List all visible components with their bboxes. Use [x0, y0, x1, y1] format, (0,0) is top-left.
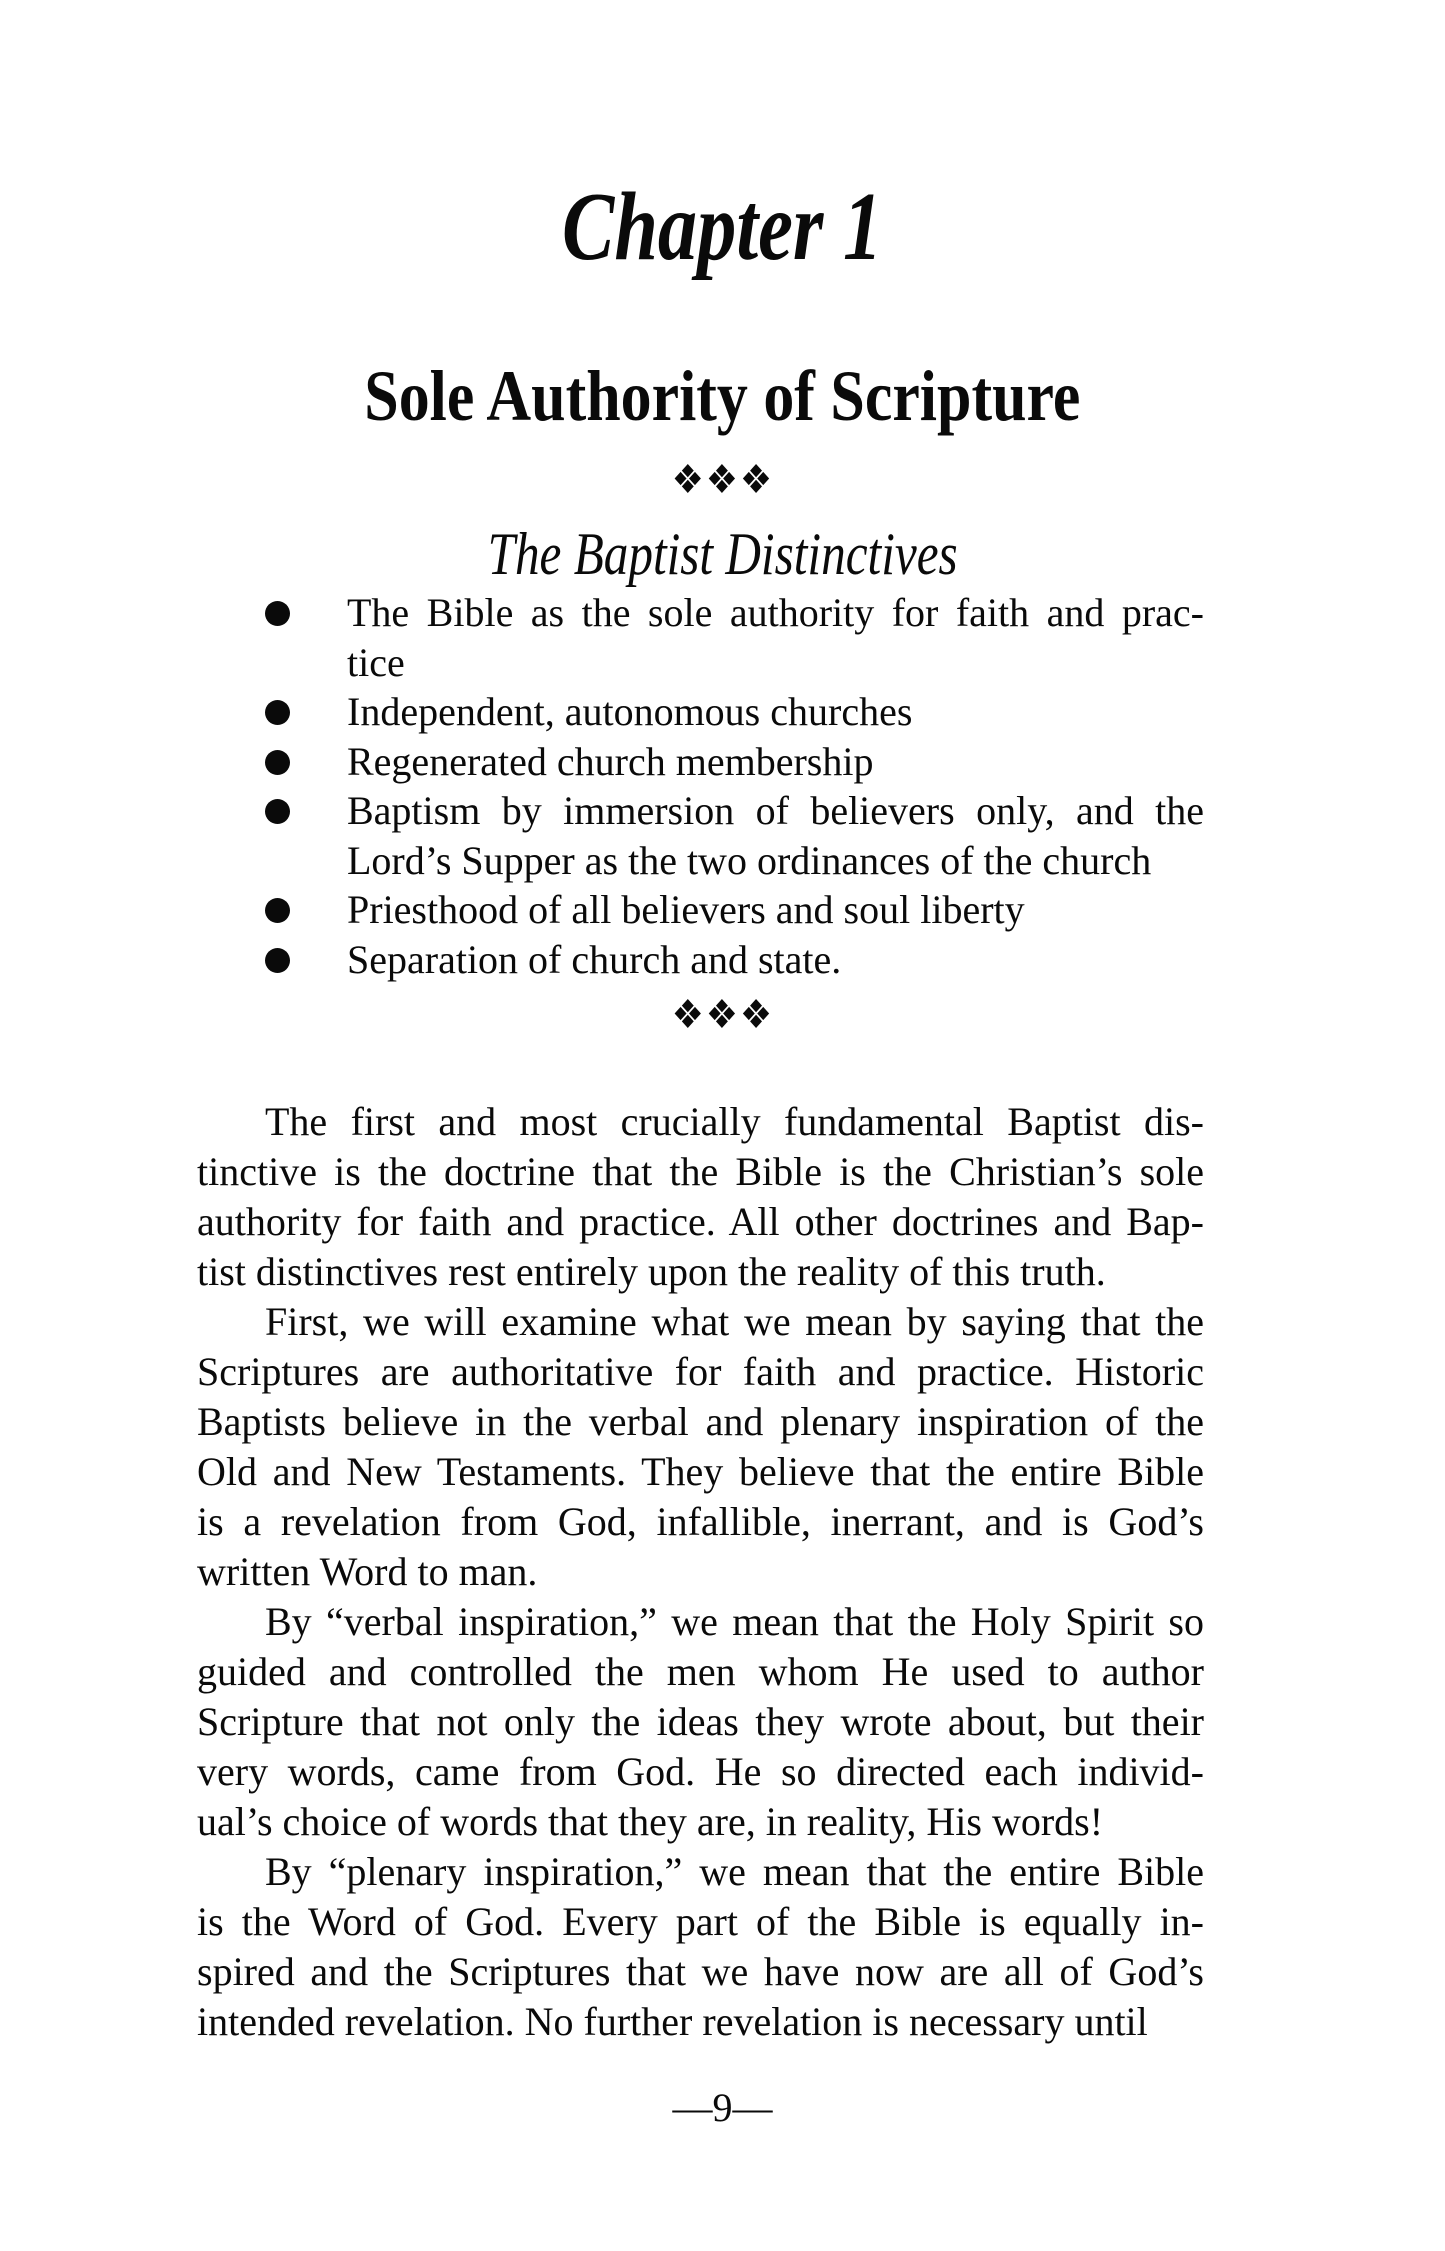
chapter-title-text: Sole Authority of Scripture [364, 356, 1081, 436]
paragraph-line: is a revelation from God, infallible, inerrant, and is God’s [197, 1499, 1204, 1544]
bullet-icon [265, 700, 290, 725]
paragraph-line: tist distinctives rest entirely upon the reality of this truth. [197, 1249, 1106, 1294]
paragraph-line: written Word to man. [197, 1549, 538, 1594]
distinctive-line: Priesthood of all believers and soul liberty [347, 887, 1025, 932]
distinctive-line: Independent, autonomous churches [347, 689, 913, 734]
chapter-label-text: Chapter 1 [562, 173, 883, 281]
paragraph-line: intended revelation. No further revelation is necessary until [197, 1999, 1148, 2044]
bullet-icon [265, 948, 290, 973]
paragraph-line: Old and New Testaments. They believe that the entire Bible [197, 1449, 1204, 1494]
paragraph-line: ual’s choice of words that they are, in reality, His words! [197, 1799, 1104, 1844]
chapter-label [0, 172, 1445, 282]
paragraph-line: tinctive is the doctrine that the Bible is the Christian’s sole [197, 1149, 1204, 1194]
page-number: —9— [672, 2085, 773, 2130]
four-diamond-ornament-icon: ❖❖❖ [671, 457, 774, 502]
paragraph-line: spired and the Scriptures that we have now are all of God’s [197, 1949, 1204, 1994]
distinctive-line: Lord’s Supper as the two ordinances of the church [347, 837, 1152, 883]
bullet-icon [265, 601, 290, 626]
section-subheading [0, 522, 1445, 586]
four-diamond-ornament-icon: ❖❖❖ [671, 992, 774, 1037]
paragraph-line: very words, came from God. He so directed each individ- [197, 1749, 1204, 1794]
paragraph-line: is the Word of God. Every part of the Bible is equally in- [197, 1899, 1204, 1944]
section-subheading-text: The Baptist Distinctives [487, 521, 958, 587]
distinctive-line: Separation of church and state. [347, 936, 842, 982]
distinctive-line: Regenerated church membership [347, 738, 874, 784]
paragraph-line: Scriptures are authoritative for faith and practice. Historic [197, 1349, 1204, 1394]
distinctive-line: The Bible as the sole authority for faith and prac- [347, 590, 1204, 635]
paragraph-line: First, we will examine what we mean by saying that the [265, 1299, 1204, 1344]
distinctive-line: tice [347, 639, 405, 685]
paragraph-line: By “plenary inspiration,” we mean that the entire Bible [265, 1849, 1204, 1894]
ornament-divider-top [0, 457, 1445, 502]
paragraph-line: authority for faith and practice. All other doctrines and Bap- [197, 1199, 1204, 1244]
paragraph-line: guided and controlled the men whom He used to author [197, 1649, 1204, 1694]
bullet-icon [265, 799, 290, 824]
paragraph-line: Baptists believe in the verbal and plenary inspiration of the [197, 1399, 1204, 1444]
bullet-icon [265, 898, 290, 923]
paragraph-line: By “verbal inspiration,” we mean that the Holy Spirit so [265, 1599, 1204, 1644]
distinctive-line: Baptism by immersion of believers only, and the [347, 788, 1204, 833]
paragraph-line: The first and most crucially fundamental Baptist dis- [265, 1099, 1204, 1144]
chapter-title [0, 356, 1445, 436]
paragraph-line: Scripture that not only the ideas they wrote about, but their [197, 1699, 1204, 1744]
ornament-divider-bottom [0, 992, 1445, 1037]
bullet-icon [265, 750, 290, 775]
